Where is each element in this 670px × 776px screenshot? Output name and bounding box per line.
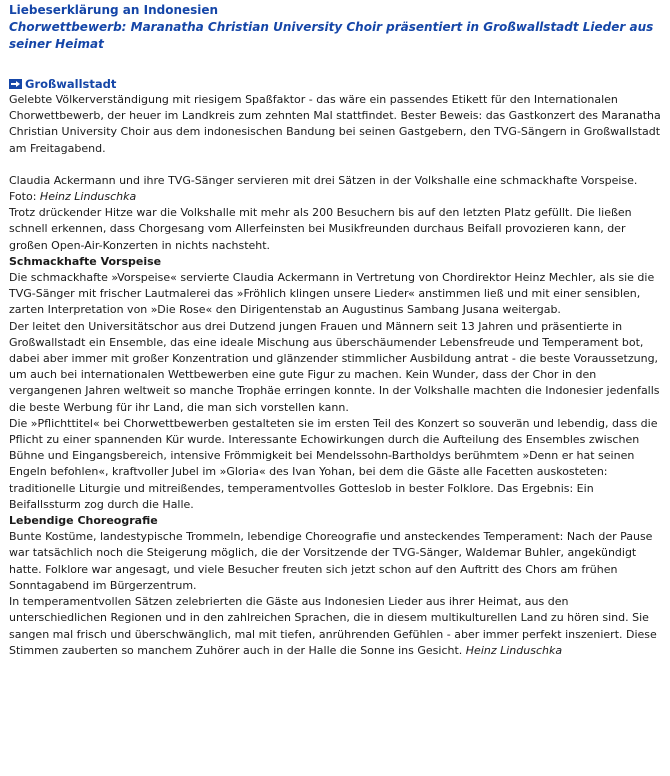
paragraph-2: Die schmackhafte »Vorspeise« servierte Claudia Ackermann in Vertretung von Chordirektor Heinz Mechler, als sie die TVG-Sänger mit frischer Lautmalerei das »Fröhlich klingen unsere Lieder« anstimmen ließ und mit einer sensiblen, zarten Interpretation von »Die Rose« den Dirigentenstab an Augustinus Sambang Jusana weitergab. bbox=[9, 271, 655, 317]
caption-credit: Heinz Linduschka bbox=[39, 190, 137, 204]
author-credit: Heinz Linduschka bbox=[465, 643, 563, 657]
article-headline: Liebeserklärung an Indonesien bbox=[9, 3, 219, 17]
paragraph-4: Die »Pflichttitel« bei Chorwettbewerben gestalteten sie im ersten Teil des Konzert so souverän und lebendig, dass die Pflicht zu einer spannenden Kür wurde. Interessante Echowirkungen durch die Aufteilung des Ensembles zwischen Bühne und Eingangsbereich, intensive Frömmigkeit bei Mendelssohn-Bartholdys berühmtem »Denn er hat seinen Engeln befohlen«, kraftvoller Jubel im »Gloria« des Ivan Yohan, bei dem die Gäste alle Facetten auskosteten: traditionelle Liturgie und mitreißendes, temperamentvolles Gotteslob in bester Folklore. Das Ergebnis: Ein Beifallssturm zog durch die Halle. bbox=[9, 416, 658, 511]
paragraph-5: Bunte Kostüme, landestypische Trommeln, lebendige Choreografie und ansteckendes Temperament: Nach der Pause war tatsächlich noch die Steigerung möglich, die der Vorsitzende der TVG-Sänger, Waldemar Buhler, angekündigt hatte. Folklore war angesagt, und viele Besucher freuten sich jetzt schon auf den Auftritt des Chors am frühen Sonntagabend im Bürgerzentrum. bbox=[9, 530, 653, 592]
paragraph-1: Trotz drückender Hitze war die Volkshalle mit mehr als 200 Besuchern bis auf den letzten Platz gefüllt. Die ließen schnell erkennen, dass Chorgesang vom Allerfeinsten bei Musikfreunden durchaus Beifall provozieren kann, der großen Open-Air-Konzerten in nichts nachsteht. bbox=[9, 206, 632, 252]
intro-paragraph: Gelebte Völkerverständigung mit riesigem Spaßfaktor - das wäre ein passendes Etikett für den Internationalen Chorwettbewerb, der heuer im Landkreis zum zehnten Mal stattfindet. Bester Beweis: das Gastkonzert des Maranatha Christian University Choir aus dem indonesischen Bandung bei seinen Gastgebern, den TVG-Sängern in Großwallstadt am Freitagabend. bbox=[9, 93, 661, 155]
paragraph-6-text: In temperamentvollen Sätzen zelebrierten die Gäste aus Indonesien Lieder aus ihrer Heimat, aus den unterschiedlichen Regionen und in den zahlreichen Sprachen, die in diesem multikulturellen Land zu hören sind. Sie sangen mal frisch und überschwänglich, mal mit tiefen, anrührenden Gefühlen - aber immer perfekt inszeniert. Diese Stimmen zauberten so manchem Zuhörer auch in der Halle die Sonne ins Gesicht. bbox=[9, 595, 657, 657]
paragraph-3: Der leitet den Universitätschor aus drei Dutzend jungen Frauen und Männern seit 13 Jahren und präsentierte in Großwallstadt ein Ensemble, das eine ideale Mischung aus überschäumender Lebensfreude und Temperament bot, dabei aber immer mit großer Konzentration und glänzender stimmlicher Ausbildung antrat - die beste Voraussetzung, um auch bei internationalen Wettbewerben eine gute Figur zu machen. Kein Wunder, dass der Chor in den vergangenen Jahren weltweit so manche Trophäe erringen konnte. In der Volkshalle machten die Indonesier jedenfalls die beste Werbung für ihr Land, die man sich vorstellen kann. bbox=[9, 319, 660, 414]
paragraph-6 bbox=[9, 594, 661, 659]
arrow-right-icon bbox=[9, 79, 22, 89]
subheading-choreografie: Lebendige Choreografie bbox=[9, 514, 158, 528]
photo-caption bbox=[9, 173, 661, 205]
article-subheadline: Chorwettbewerb: Maranatha Christian University Choir präsentiert in Großwallstadt Lieder aus seiner Heimat bbox=[9, 20, 654, 51]
spacer bbox=[9, 157, 661, 173]
subheading-vorspeise: Schmackhafte Vorspeise bbox=[9, 254, 162, 268]
location-line bbox=[9, 76, 661, 92]
location-label: Großwallstadt bbox=[25, 77, 117, 91]
caption-text: Claudia Ackermann und ihre TVG-Sänger servieren mit drei Sätzen in der Volkshalle eine schmackhafte Vorspeise. Foto: bbox=[9, 173, 638, 204]
